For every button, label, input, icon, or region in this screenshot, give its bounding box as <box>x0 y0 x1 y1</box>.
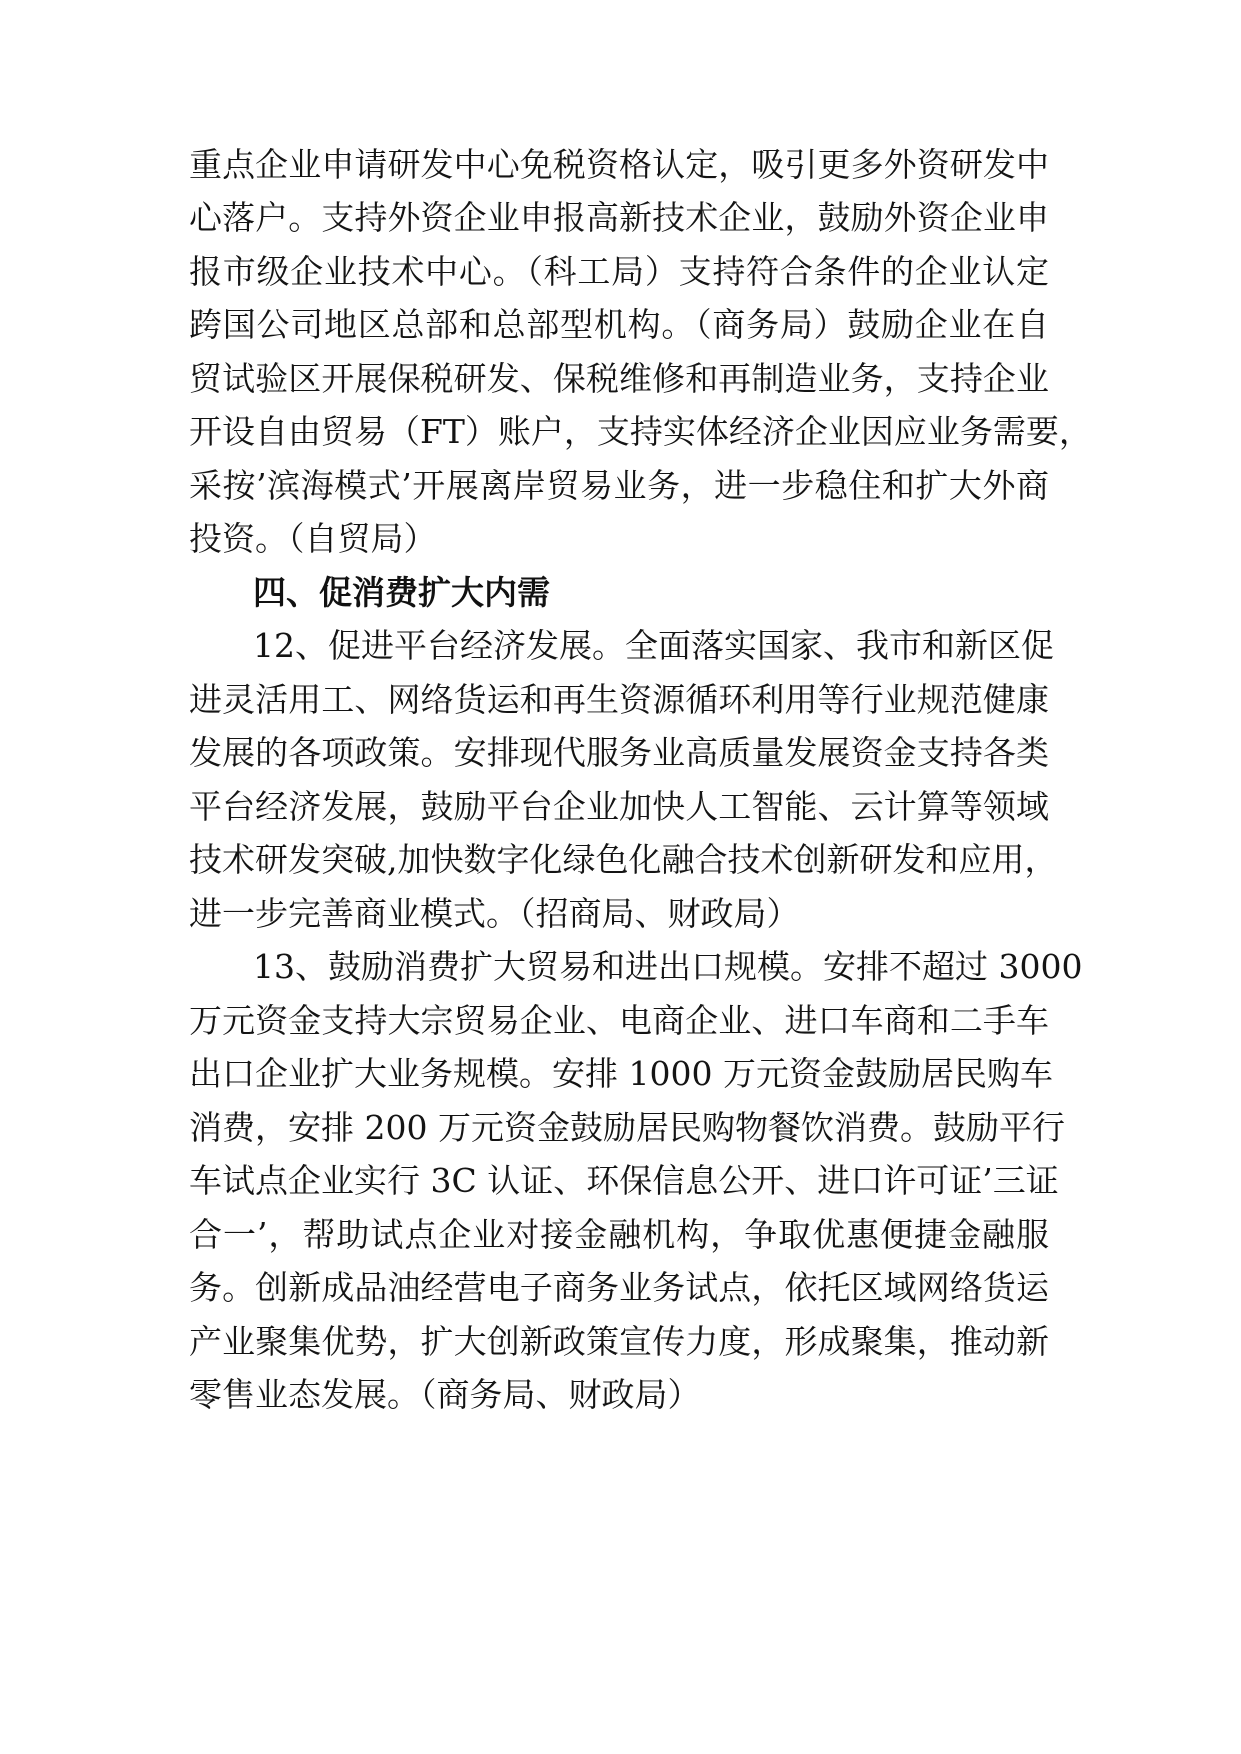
paragraph-line: 产业聚集优势，扩大创新政策宣传力度，形成聚集，推动新 <box>189 1322 1049 1361</box>
paragraph-line: 务。创新成品油经营电子商务业务试点，依托区域网络货运 <box>189 1268 1049 1307</box>
paragraph-line: 贸试验区开展保税研发、保税维修和再制造业务，支持企业 <box>189 359 1049 398</box>
paragraph-line: 万元资金支持大宗贸易企业、电商企业、进口车商和二手车 <box>189 1001 1049 1040</box>
paragraph-line: 进一步完善商业模式。（招商局、财政局） <box>189 894 800 933</box>
section-heading: 四、促消费扩大内需 <box>253 573 550 612</box>
paragraph-line: 车试点企业实行 3C 认证、环保信息公开、进口许可证’三证 <box>189 1161 1059 1200</box>
paragraph-line: 13、鼓励消费扩大贸易和进出口规模。安排不超过 3000 <box>253 947 1083 986</box>
paragraph-line: 报市级企业技术中心。（科工局）支持符合条件的企业认定 <box>189 252 1049 291</box>
paragraph-line: 出口企业扩大业务规模。安排 1000 万元资金鼓励居民购车 <box>189 1054 1053 1093</box>
paragraph-line: 零售业态发展。（商务局、财政局） <box>189 1375 701 1414</box>
paragraph-line: 采按’滨海模式’开展离岸贸易业务，进一步稳住和扩大外商 <box>189 466 1049 505</box>
paragraph-line: 跨国公司地区总部和总部型机构。（商务局）鼓励企业在自 <box>189 305 1049 344</box>
paragraph-line: 技术研发突破,加快数字化绿色化融合技术创新研发和应用， <box>189 840 1058 879</box>
paragraph-line: 12、促进平台经济发展。全面落实国家、我市和新区促 <box>253 626 1054 665</box>
paragraph-line: 合一’，帮助试点企业对接金融机构，争取优惠便捷金融服 <box>189 1215 1049 1254</box>
paragraph-line: 重点企业申请研发中心免税资格认定，吸引更多外资研发中 <box>189 145 1049 184</box>
paragraph-line: 消费，安排 200 万元资金鼓励居民购物餐饮消费。鼓励平行 <box>189 1108 1065 1147</box>
paragraph-line: 平台经济发展，鼓励平台企业加快人工智能、云计算等领域 <box>189 787 1049 826</box>
paragraph-line: 心落户。支持外资企业申报高新技术企业，鼓励外资企业申 <box>189 198 1049 237</box>
paragraph-line: 发展的各项政策。安排现代服务业高质量发展资金支持各类 <box>189 733 1049 772</box>
paragraph-line: 投资。（自贸局） <box>189 519 437 558</box>
paragraph-line: 开设自由贸易（FT）账户，支持实体经济企业因应业务需要， <box>189 412 1092 451</box>
paragraph-line: 进灵活用工、网络货运和再生资源循环利用等行业规范健康 <box>189 680 1049 719</box>
